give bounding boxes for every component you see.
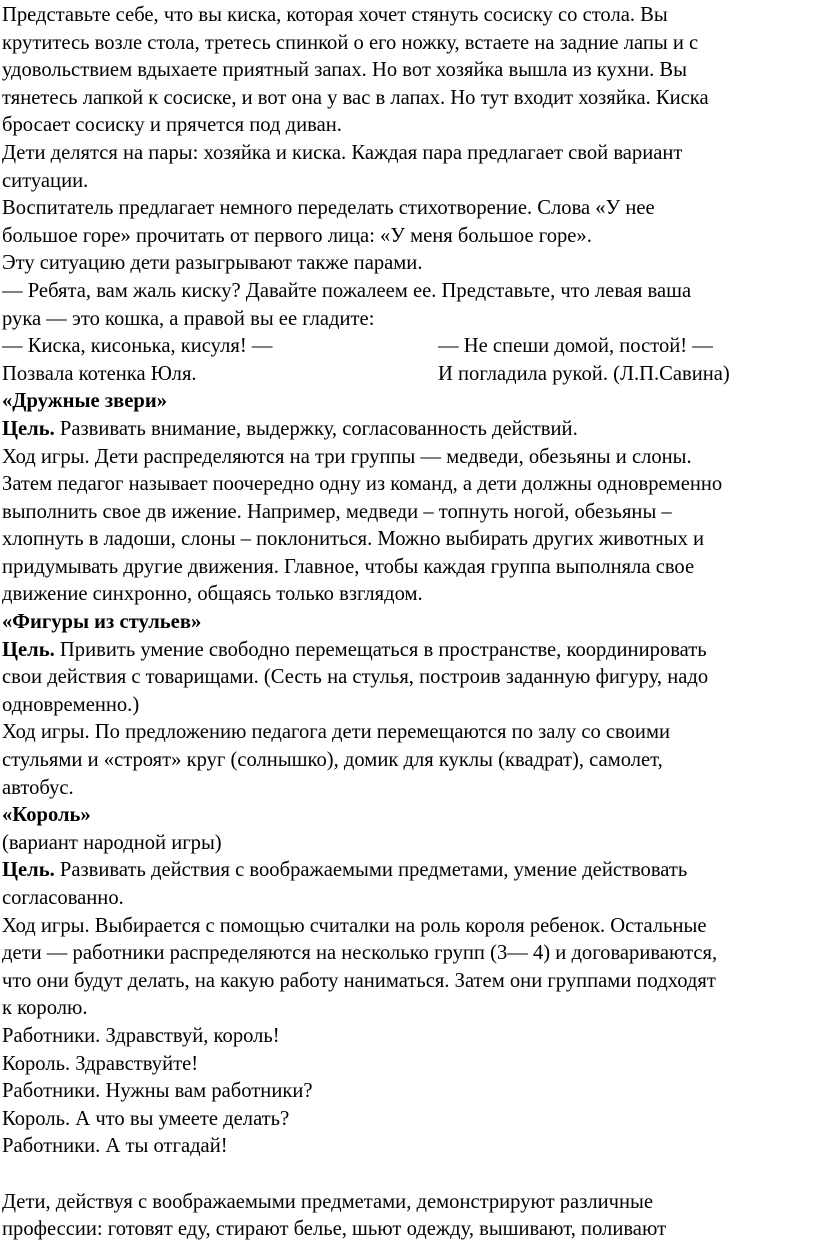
text-line: что они будут делать, на какую работу наниматься. Затем они группами подходят	[2, 969, 716, 992]
text-line: крутитесь возле стола, третесь спинкой о его ножку, встаете на задние лапы и с	[2, 31, 699, 54]
text-line: рука — это кошка, а правой вы ее гладите:	[2, 307, 375, 330]
text-line: Воспитатель предлагает немного переделать стихотворение. Слова «У нее	[2, 197, 655, 220]
poem-line: — Не спеши домой, постой! —	[438, 335, 713, 358]
game-subtitle: (вариант народной игры)	[2, 831, 222, 854]
text-line: тянетесь лапкой к сосиске, и вот она у вас в лапах. Но тут входит хозяйка. Киска	[2, 86, 709, 109]
dialogue-line: Король. А что вы умеете делать?	[2, 1107, 290, 1130]
poem-right-column	[438, 333, 816, 388]
text-line: придумывать другие движения. Главное, чтобы каждая группа выполняла свое	[2, 555, 695, 578]
text-line: профессии: готовят еду, стирают белье, шьют одежду, вышивают, поливают	[2, 1218, 667, 1241]
dialogue-line: Король. Здравствуйте!	[2, 1052, 199, 1075]
text-line: к королю.	[2, 997, 88, 1020]
game-chair-figures	[2, 609, 816, 802]
text-line: Дети, действуя с воображаемыми предметами, демонстрируют различные	[2, 1190, 653, 1213]
text-line: — Ребята, вам жаль киску? Давайте пожалеем ее. Представьте, что левая ваша	[2, 279, 692, 302]
text-line: согласованно.	[2, 887, 124, 909]
goal-text: Развивать действия с воображаемыми предметами, умение действовать	[54, 859, 688, 882]
text-line: выполнить свое дв ижение. Например, медведи – топнуть ногой, обезьяны –	[2, 500, 672, 523]
text-line: Ход игры. По предложению педагога дети перемещаются по залу со своими	[2, 721, 670, 744]
text-line: Представьте себе, что вы киска, которая хочет стянуть сосиску со стола. Вы	[2, 4, 668, 26]
text-line: стульями и «строят» круг (солнышко), домик для куклы (квадрат), самолет,	[2, 749, 663, 772]
text-line: удовольствием вдыхаете приятный запах. Но вот хозяйка вышла из кухни. Вы	[2, 59, 687, 82]
game-title: «Дружные звери»	[2, 390, 167, 413]
dialogue-line: Работники. Здравствуй, король!	[2, 1024, 280, 1047]
text-line: Эту ситуацию дети разыгрывают также парами.	[2, 252, 423, 275]
text-line: одновременно.)	[2, 693, 140, 716]
text-line: дети — работники распределяются на несколько групп (3— 4) и договариваются,	[2, 942, 718, 965]
goal-line	[2, 416, 816, 444]
poem-line: — Киска, кисонька, кисуля! —	[2, 335, 273, 358]
game-title: «Король»	[2, 804, 91, 827]
text-line: Ход игры. Выбирается с помощью считалки на роль короля ребенок. Остальные	[2, 914, 707, 937]
goal-text: Развивать внимание, выдержку, согласованность действий.	[54, 417, 578, 440]
intro-paragraph	[2, 2, 816, 333]
goal-text: Привить умение свободно перемещаться в пространстве, координировать	[54, 638, 707, 661]
document-page	[2, 2, 816, 1244]
dialogue-line: Работники. А ты отгадай!	[2, 1135, 228, 1158]
text-line: Ход игры. Дети распределяются на три группы — медведи, обезьяны и слоны.	[2, 445, 692, 468]
text-line: бросает сосиску и прячется под диван.	[2, 114, 342, 137]
game-title: «Фигуры из стульев»	[2, 611, 202, 634]
text-line: движение синхронно, общаясь только взглядом.	[2, 583, 423, 606]
text-line: свои действия с товарищами. (Сесть на стулья, построив заданную фигуру, надо	[2, 666, 709, 689]
text-line: Дети делятся на пары: хозяйка и киска. Каждая пара предлагает свой вариант	[2, 141, 683, 164]
text-line: автобус.	[2, 776, 74, 799]
game-king	[2, 802, 816, 1244]
text-line: хлопнуть в ладоши, слоны – поклониться. Можно выбирать других животных и	[2, 528, 705, 551]
text-line: ситуации.	[2, 169, 89, 192]
goal-line	[2, 857, 816, 885]
poem-block	[2, 333, 816, 388]
text-line: Затем педагог называет поочередно одну из команд, а дети должны одновременно	[2, 473, 723, 496]
text-line: большое горе» прочитать от первого лица: «У меня большое горе».	[2, 224, 592, 247]
goal-label: Цель.	[2, 859, 55, 882]
poem-line: Позвала котенка Юля.	[2, 362, 197, 385]
poem-line: И погладила рукой. (Л.П.Савина)	[438, 362, 730, 385]
game-friendly-animals	[2, 388, 816, 609]
blank-line	[2, 1161, 816, 1189]
goal-label: Цель.	[2, 417, 55, 440]
poem-left-column	[2, 333, 438, 388]
dialogue-line: Работники. Нужны вам работники?	[2, 1080, 313, 1103]
goal-line	[2, 637, 816, 665]
goal-label: Цель.	[2, 638, 55, 661]
